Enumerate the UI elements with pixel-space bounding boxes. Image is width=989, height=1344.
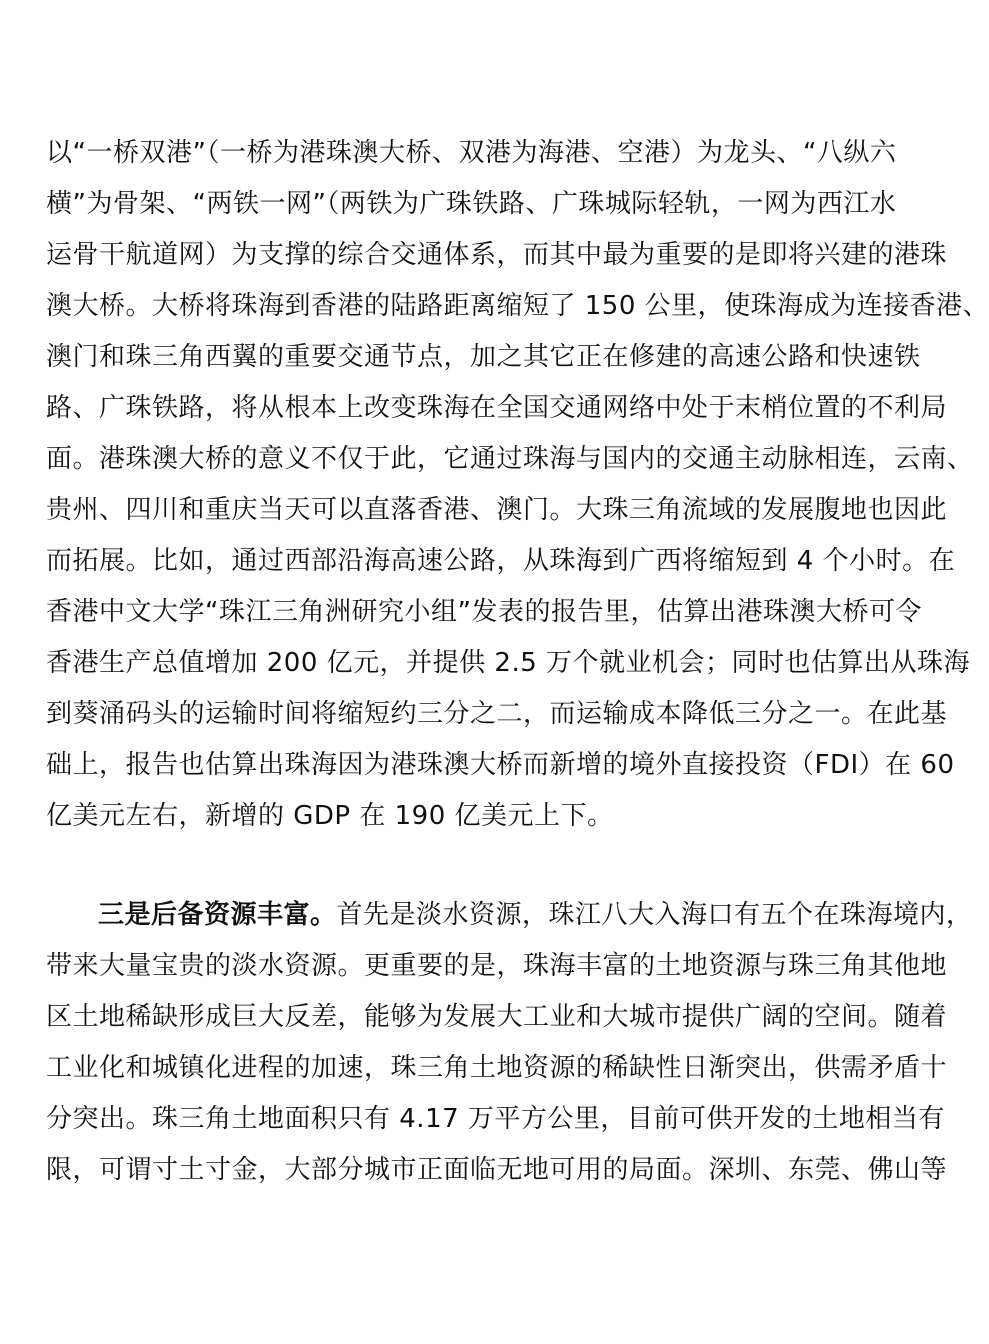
text-line: 香港中文大学“珠江三角洲研究小组”发表的报告里，估算出港珠澳大桥可令 [46,597,922,627]
text-line: 亿美元左右，新增的 GDP 在 190 亿美元上下。 [46,801,614,831]
text-line: 区土地稀缺形成巨大反差，能够为发展大工业和大城市提供广阔的空间。随着 [46,1002,948,1032]
text-line: 澳大桥。大桥将珠海到香港的陆路距离缩短了 150 公里，使珠海成为连接香港、 [46,291,989,321]
text-line: 香港生产总值增加 200 亿元，并提供 2.5 万个就业机会；同时也估算出从珠海 [46,648,971,678]
first-line-text: 首先是淡水资源，珠江八大入海口有五个在珠海境内， [336,900,973,930]
text-line: 到葵涌码头的运输时间将缩短约三分之二，而运输成本降低三分之一。在此基 [46,699,948,729]
text-line: 路、广珠铁路，将从根本上改变珠海在全国交通网络中处于末梢位置的不利局 [46,393,948,423]
text-line: 而拓展。比如，通过西部沿海高速公路，从珠海到广西将缩短到 4 个小时。在 [46,546,956,576]
section-heading: 三是后备资源丰富。 [98,900,337,930]
text-line: 运骨干航道网）为支撑的综合交通体系，而其中最为重要的是即将兴建的港珠 [46,240,948,270]
text-line: 澳门和珠三角西翼的重要交通节点，加之其它正在修建的高速公路和快速铁 [46,342,921,372]
text-line: 础上，报告也估算出珠海因为港珠澳大桥而新增的境外直接投资（FDI）在 60 [46,750,955,780]
text-line: 工业化和城镇化进程的加速，珠三角土地资源的稀缺性日渐突出，供需矛盾十 [46,1053,948,1083]
paragraph-transport [46,128,989,842]
text-line: 限，可谓寸土寸金，大部分城市正面临无地可用的局面。深圳、东莞、佛山等 [46,1155,948,1185]
text-line: 以“一桥双港”（一桥为港珠澳大桥、双港为海港、空港）为龙头、“八纵六 [46,138,897,168]
text-line: 带来大量宝贵的淡水资源。更重要的是，珠海丰富的土地资源与珠三角其他地 [46,951,948,981]
text-line-first [46,890,973,941]
text-line: 分突出。珠三角土地面积只有 4.17 万平方公里，目前可供开发的土地相当有 [46,1104,945,1134]
text-line: 贵州、四川和重庆当天可以直落香港、澳门。大珠三角流域的发展腹地也因此 [46,495,948,525]
text-line: 面。港珠澳大桥的意义不仅于此，它通过珠海与国内的交通主动脉相连，云南、 [46,444,974,474]
paragraph-resources [46,890,973,1196]
text-line: 横”为骨架、“两铁一网”（两铁为广珠铁路、广珠城际轻轨，一网为西江水 [46,189,897,219]
